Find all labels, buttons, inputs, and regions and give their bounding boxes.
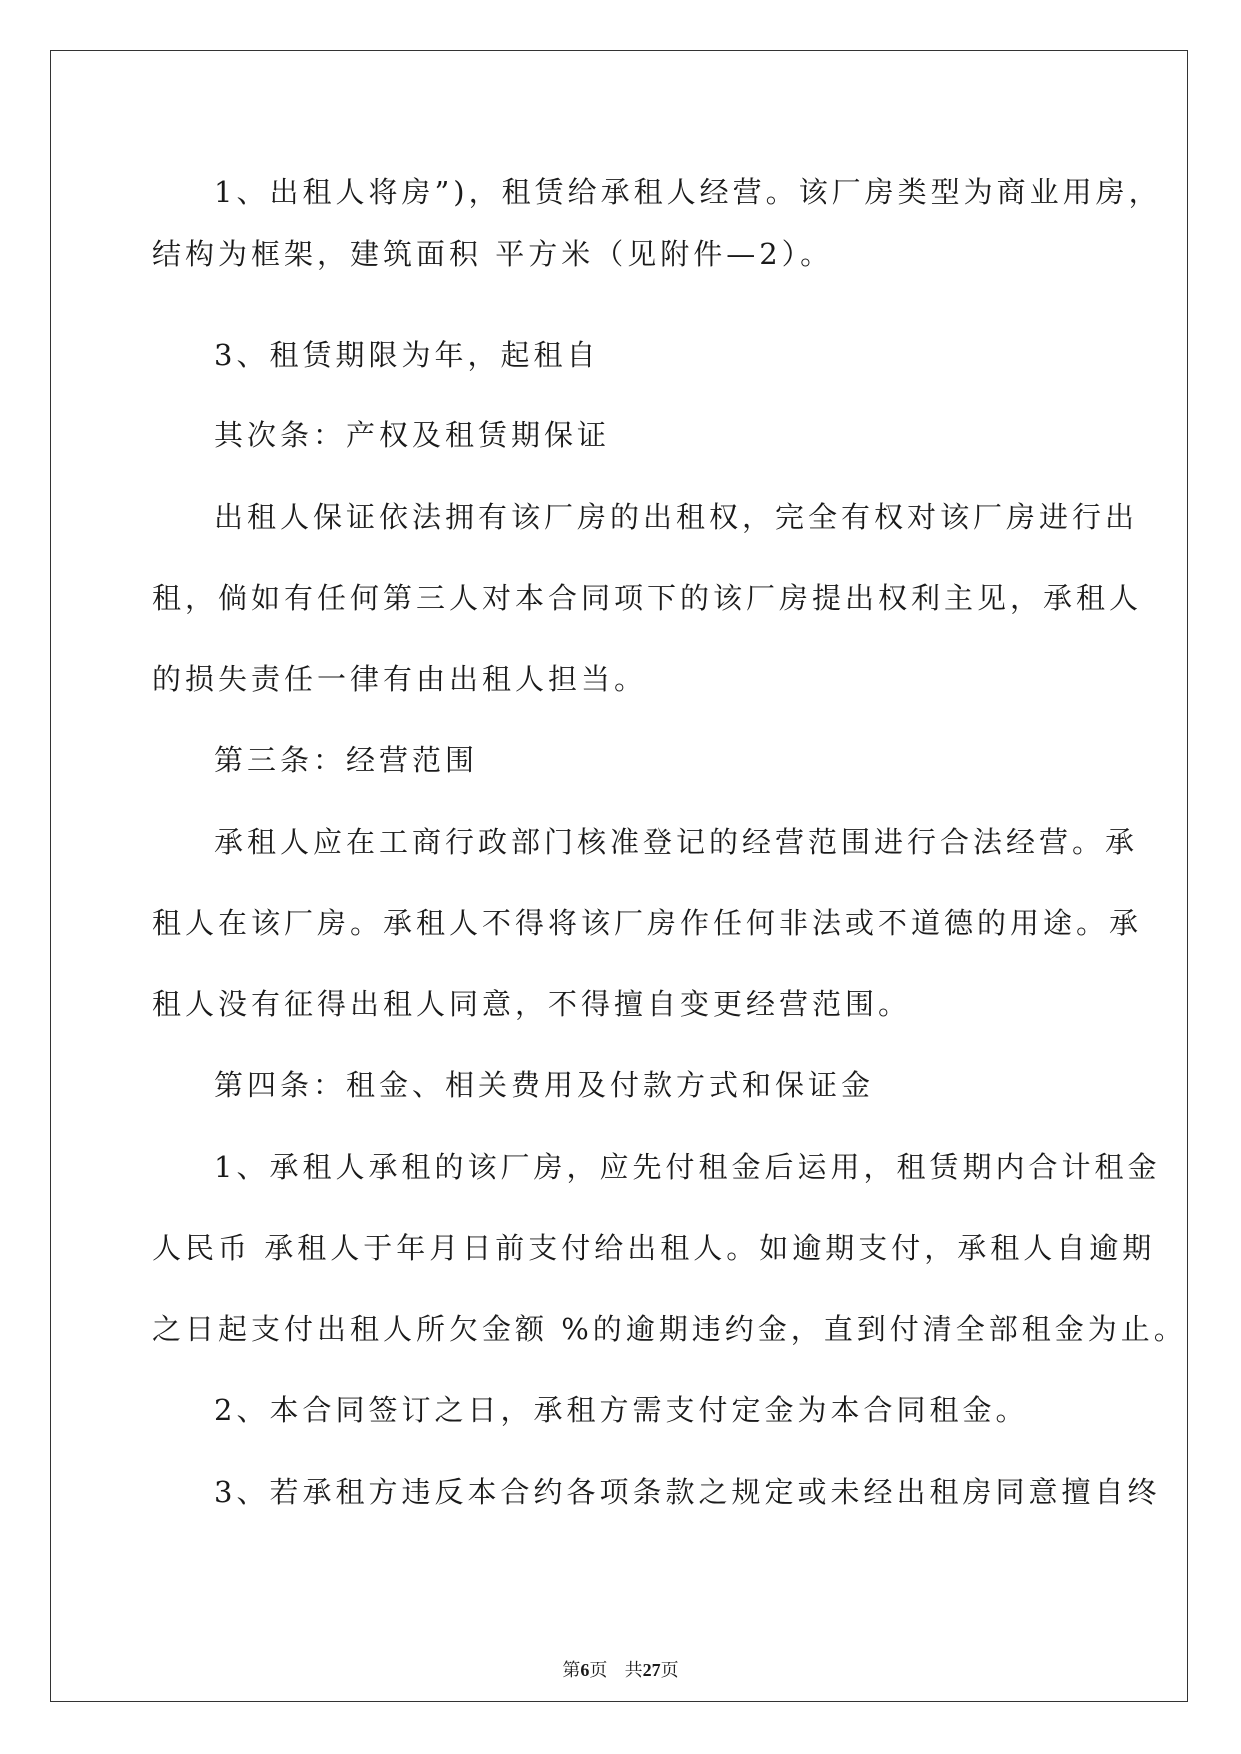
- section-heading: 其次条：产权及租赁期保证: [214, 418, 611, 452]
- page-prefix: 第: [562, 1660, 581, 1681]
- total-suffix: 页: [660, 1660, 679, 1681]
- page-suffix: 页: [589, 1660, 608, 1681]
- text-line: 1、承租人承租的该厂房，应先付租金后运用，租赁期内合计租金: [214, 1150, 1161, 1184]
- page-border: [50, 50, 1188, 1702]
- text-line: 3、若承租方违反本合约各项条款之规定或未经出租房同意擅自终: [214, 1475, 1161, 1509]
- text-line: 租，倘如有任何第三人对本合同项下的该厂房提出权利主见，承租人: [152, 581, 1143, 615]
- total-prefix: 共: [624, 1660, 643, 1681]
- text-line: 3、租赁期限为年，起租自: [214, 338, 600, 372]
- page-footer: [0, 1656, 1241, 1682]
- section-heading: 第四条：租金、相关费用及付款方式和保证金: [214, 1068, 875, 1102]
- text-line: 租人在该厂房。承租人不得将该厂房作任何非法或不道德的用途。承: [152, 906, 1143, 940]
- text-line: 的损失责任一律有由出租人担当。: [152, 662, 648, 696]
- text-line: 租人没有征得出租人同意，不得擅自变更经营范围。: [152, 987, 912, 1021]
- text-line: 人民币 承租人于年月日前支付给出租人。如逾期支付，承租人自逾期: [152, 1231, 1156, 1265]
- text-line: 承租人应在工商行政部门核准登记的经营范围进行合法经营。承: [214, 825, 1139, 859]
- text-line: 2、本合同签订之日，承租方需支付定金为本合同租金。: [214, 1393, 1029, 1427]
- page-number: 6: [580, 1660, 590, 1680]
- text-line: 1、出租人将房”)，租赁给承租人经营。该厂房类型为商业用房，: [214, 175, 1162, 209]
- text-line: 结构为框架，建筑面积 平方米（见附件—2）。: [152, 237, 834, 271]
- text-line: 之日起支付出租人所欠金额 %的逾期违约金，直到付清全部租金为止。: [152, 1312, 1187, 1346]
- total-pages: 27: [642, 1660, 661, 1680]
- text-line: 出租人保证依法拥有该厂房的出租权，完全有权对该厂房进行出: [214, 500, 1139, 534]
- section-heading: 第三条：经营范围: [214, 743, 479, 777]
